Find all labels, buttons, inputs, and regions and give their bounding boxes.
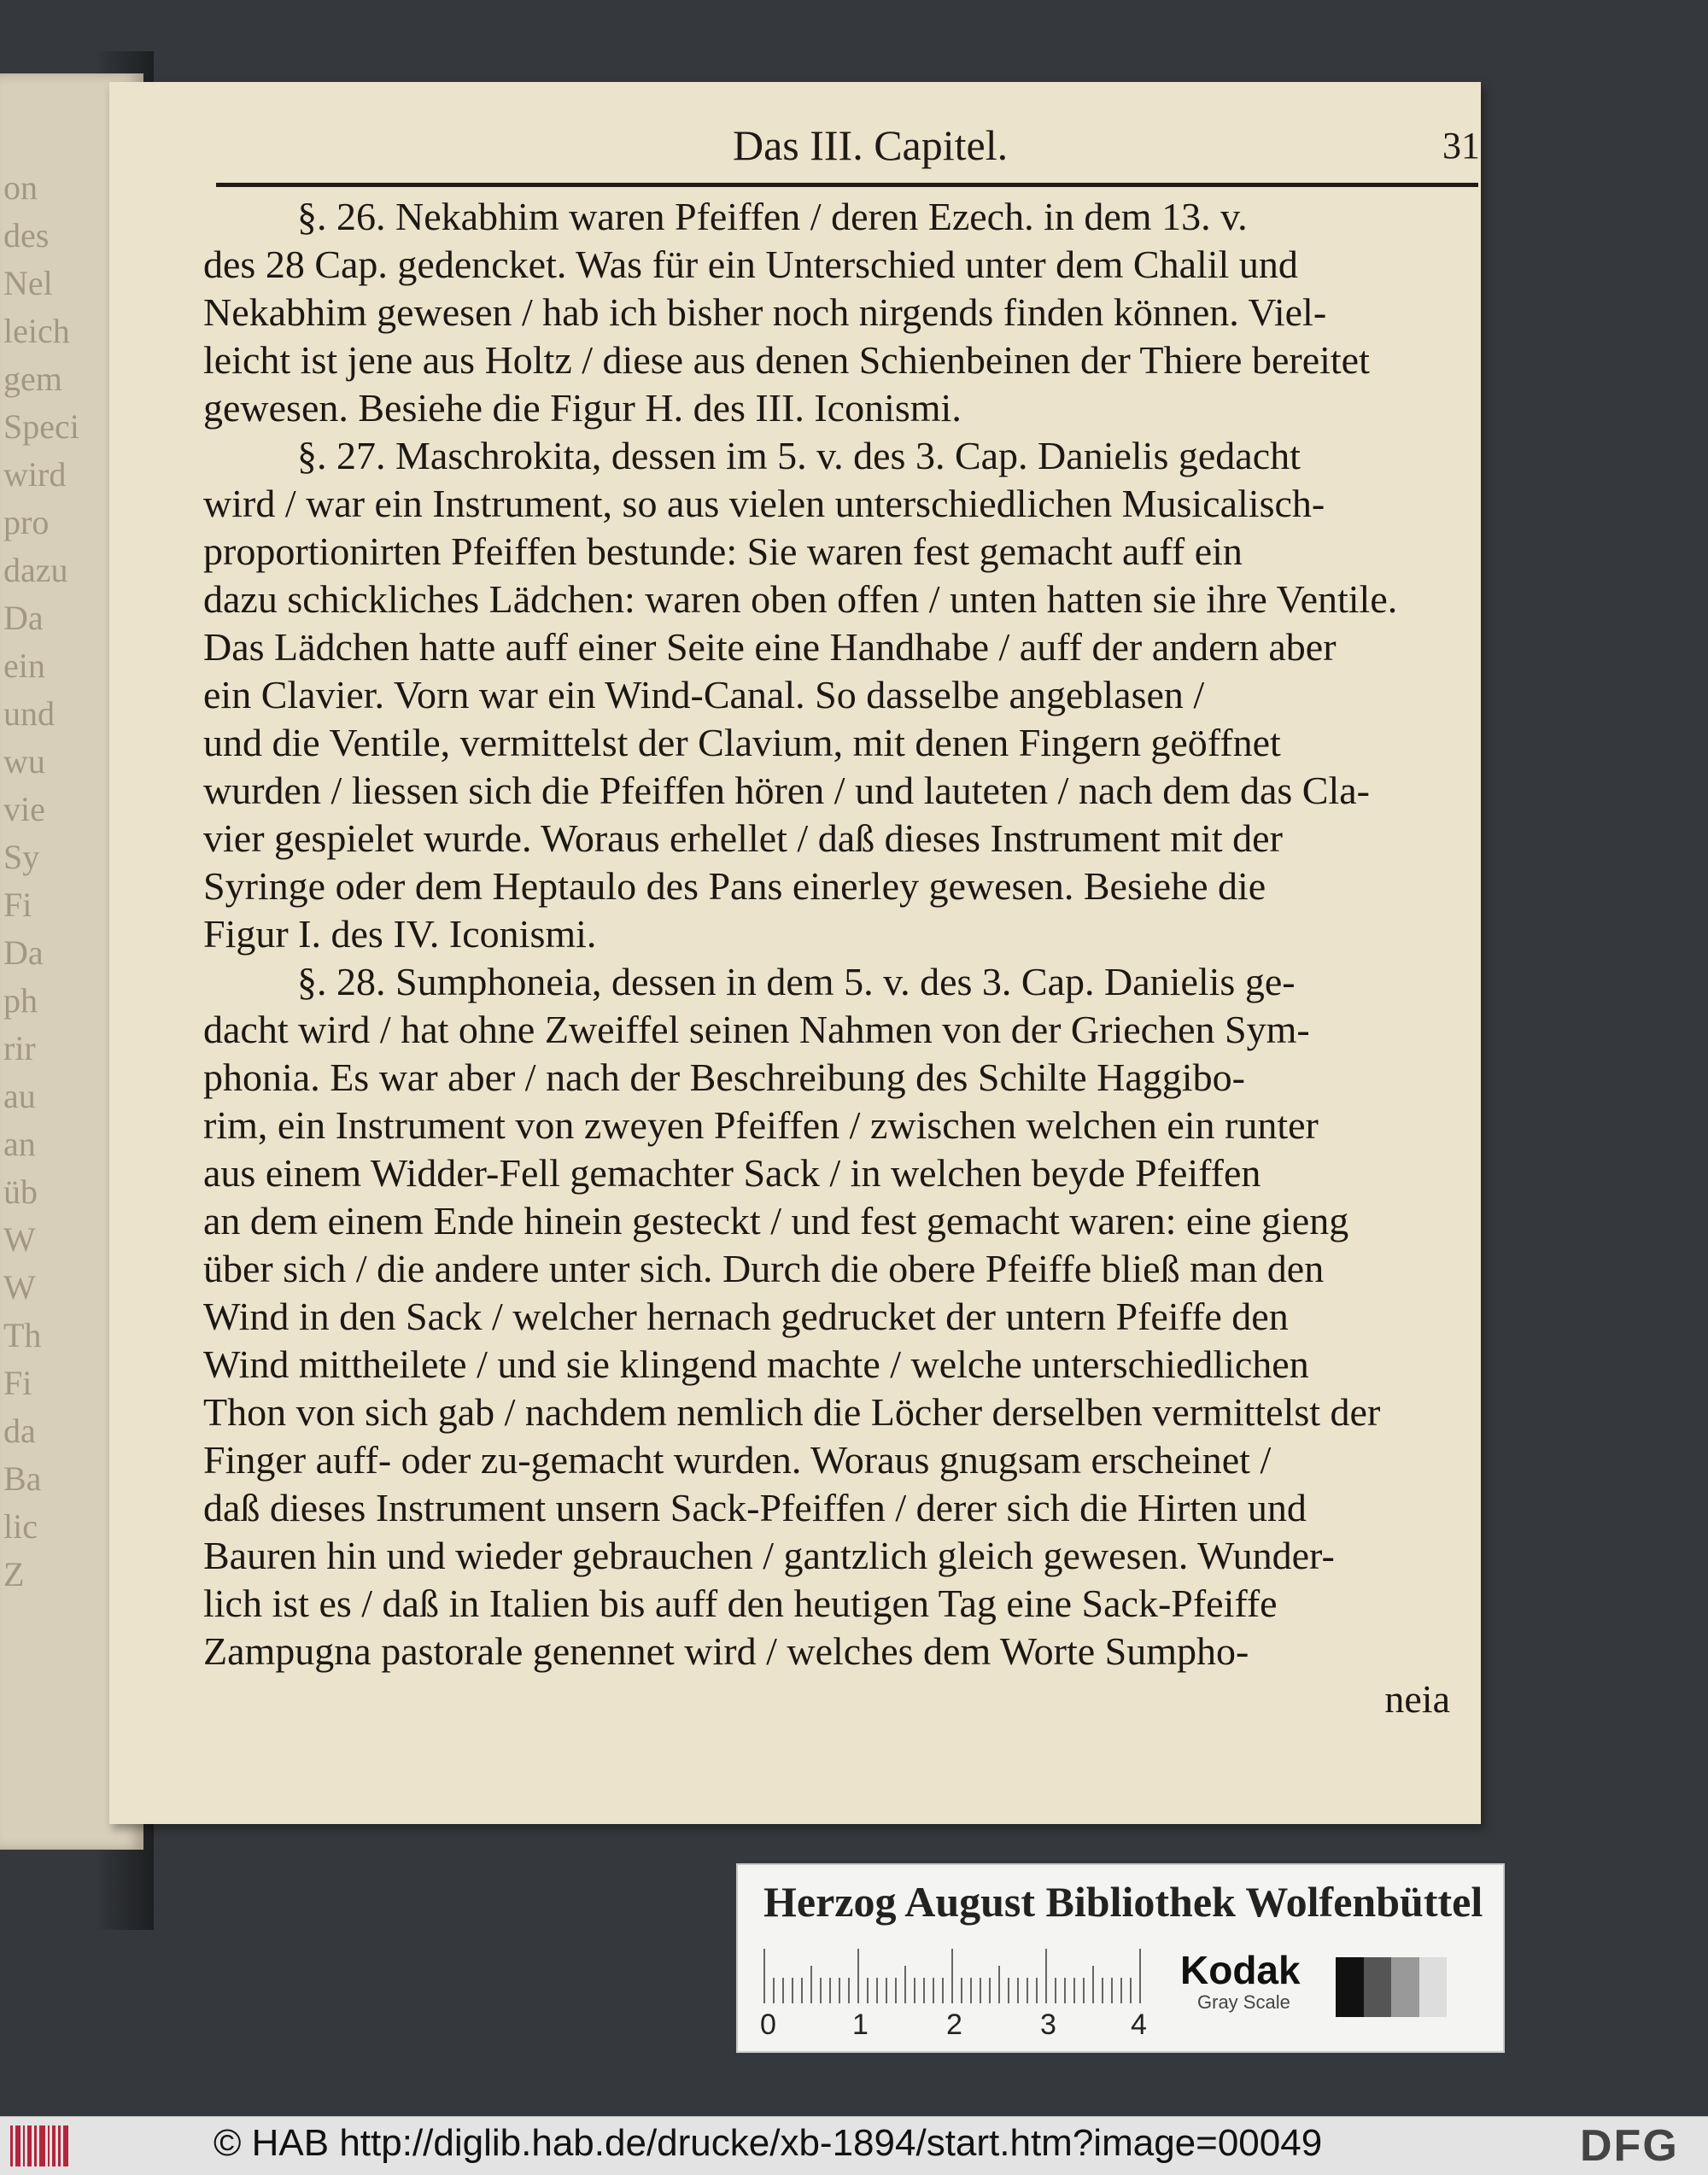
ruler-tick: [1064, 1978, 1066, 2003]
ruler-tick: [933, 1978, 934, 2003]
prev-page-fragment: Sy: [3, 838, 40, 876]
prev-page-fragment: gem: [3, 360, 62, 398]
text-line: und die Ventile, vermittelst der Clavium, mit denen Fingern geöffnet: [203, 721, 1281, 764]
text-line: leicht ist jene aus Holtz / diese aus denen Schienbeinen der Thiere bereitet: [203, 338, 1370, 382]
scale-number: 1: [852, 2008, 869, 2041]
prev-page-fragment: on: [3, 168, 38, 207]
prev-page-fragment: lic: [3, 1507, 38, 1546]
ruler-tick: [1092, 1966, 1094, 2003]
text-line: wurden / liessen sich die Pfeiffen hören / und lauteten / nach dem das Cla-: [203, 769, 1370, 812]
text-line: des 28 Cap. gedencket. Was für ein Unterschied unter dem Chalil und: [203, 243, 1298, 286]
prev-page-fragment: Fi: [3, 1364, 32, 1402]
ruler-tick: [1083, 1978, 1085, 2003]
ruler-tick: [782, 1978, 784, 2003]
text-line: rim, ein Instrument von zweyen Pfeiffen / zwischen welchen ein runter: [203, 1103, 1319, 1147]
ruler-tick: [763, 1949, 765, 2003]
prev-page-fragment: da: [3, 1412, 36, 1450]
prev-page-fragment: rir: [3, 1029, 36, 1067]
scale-number: 2: [946, 2008, 962, 2041]
ruler-tick: [951, 1949, 953, 2003]
text-line: wird / war ein Instrument, so aus vielen unterschiedlichen Musicalisch-: [203, 482, 1325, 525]
text-line: daß dieses Instrument unsern Sack-Pfeiffen / derer sich die Hirten und: [203, 1486, 1307, 1529]
prev-page-fragment: Da: [3, 599, 44, 637]
prev-page-fragment: Nel: [3, 264, 53, 302]
text-line: proportionirten Pfeiffen bestunde: Sie waren fest gemacht auff ein: [203, 529, 1243, 573]
prev-page-fragment: Speci: [3, 407, 79, 446]
prev-page-fragment: üb: [3, 1172, 38, 1211]
ruler-tick: [876, 1978, 878, 2003]
prev-page-fragment: au: [3, 1077, 36, 1115]
prev-page-fragment: und: [3, 694, 55, 733]
footer-bar: [0, 2116, 1708, 2175]
ruler-scale: [763, 1944, 1208, 2003]
ruler-tick: [998, 1966, 1000, 2003]
ruler-tick: [1045, 1949, 1047, 2003]
gray-patch-mid: [1391, 1957, 1419, 2017]
ruler-tick: [1102, 1978, 1103, 2003]
running-head: Das III. Capitel.: [733, 121, 1009, 169]
prev-page-fragment: des: [3, 216, 50, 254]
text-line: §. 28. Sumphoneia, dessen in dem 5. v. des 3. Cap. Danielis ge-: [297, 960, 1296, 1003]
scale-number: 4: [1131, 2008, 1147, 2041]
ruler-tick: [1027, 1978, 1028, 2003]
ruler-tick: [857, 1949, 859, 2003]
ruler-tick: [961, 1978, 962, 2003]
dfg-logo: DFG: [1580, 2121, 1679, 2171]
prev-page-fragment: Z: [3, 1555, 25, 1593]
text-line: ein Clavier. Vorn war ein Wind-Canal. So dasselbe angeblasen /: [203, 673, 1205, 716]
text-line: dazu schickliches Lädchen: waren oben offen / unten hatten sie ihre Ventile.: [203, 577, 1398, 621]
ruler-tick: [989, 1978, 991, 2003]
text-line: Wind mittheilete / und sie klingend machte / welche unterschiedlichen: [203, 1342, 1309, 1386]
prev-page-fragment: ein: [3, 646, 45, 685]
text-line: neia: [1384, 1677, 1450, 1721]
prev-page-fragment: wu: [3, 742, 45, 781]
text-line: Nekabhim gewesen / hab ich bisher noch nirgends finden können. Viel-: [203, 290, 1327, 334]
prev-page-fragment: wird: [3, 455, 67, 494]
prev-page-fragment: pro: [3, 503, 50, 541]
text-line: gewesen. Besiehe die Figur H. des III. Iconismi.: [203, 386, 962, 430]
gray-scale-label: Gray Scale: [1197, 1991, 1290, 2013]
header-rule: [216, 183, 1478, 187]
text-line: Finger auff- oder zu-gemacht wurden. Woraus gnugsam erscheinet /: [203, 1438, 1272, 1482]
prev-page-fragment: dazu: [3, 551, 68, 589]
ruler-tick: [1111, 1978, 1113, 2003]
ruler-tick: [1139, 1949, 1141, 2003]
ruler-tick: [886, 1978, 887, 2003]
text-line: Das Lädchen hatte auff einer Seite eine Handhabe / auff der andern aber: [203, 625, 1337, 669]
ruler-tick: [942, 1978, 944, 2003]
ruler-tick: [792, 1978, 793, 2003]
text-line: lich ist es / daß in Italien bis auff den heutigen Tag eine Sack-Pfeiffe: [203, 1582, 1278, 1625]
ruler-tick: [1120, 1978, 1122, 2003]
copyright-url: © HAB http://diglib.hab.de/drucke/xb-1894/start.htm?image=00049: [214, 2122, 1323, 2164]
prev-page-fragment: Th: [3, 1316, 42, 1354]
ruler-tick: [848, 1978, 850, 2003]
text-line: phonia. Es war aber / nach der Beschreibung des Schilte Haggibo-: [203, 1055, 1245, 1099]
ruler-tick: [980, 1978, 981, 2003]
scale-number: 3: [1040, 2008, 1056, 2041]
ruler-tick: [867, 1978, 869, 2003]
text-line: Zampugna pastorale genennet wird / welches dem Worte Sumpho-: [203, 1629, 1249, 1673]
prev-page-fragment: vie: [3, 790, 45, 828]
ruler-tick: [1130, 1978, 1132, 2003]
ruler-tick: [923, 1978, 925, 2003]
ruler-tick: [1036, 1978, 1038, 2003]
prev-page-fragment: an: [3, 1125, 36, 1163]
ruler-tick: [904, 1966, 906, 2003]
text-line: dacht wird / hat ohne Zweiffel seinen Nahmen von der Griechen Sym-: [203, 1008, 1310, 1051]
card-title: Herzog August Bibliothek Wolfenbüttel: [763, 1878, 1483, 1926]
text-line: Figur I. des IV. Iconismi.: [203, 912, 597, 956]
ruler-tick: [829, 1978, 831, 2003]
prev-page-fragment: W: [3, 1268, 36, 1307]
page-number: 31: [1442, 125, 1480, 167]
gray-patches: [1336, 1957, 1447, 2017]
prev-page-fragment: W: [3, 1220, 36, 1259]
text-line: Syringe oder dem Heptaulo des Pans einerley gewesen. Besiehe die: [203, 864, 1266, 908]
text-line: vier gespielet wurde. Woraus erhellet / daß dieses Instrument mit der: [203, 816, 1283, 860]
text-line: §. 27. Maschrokita, dessen im 5. v. des 3. Cap. Danielis gedacht: [297, 434, 1301, 477]
ruler-tick: [820, 1978, 822, 2003]
ruler-tick: [839, 1978, 840, 2003]
gray-patch-black: [1336, 1957, 1364, 2017]
gray-patch-light: [1419, 1957, 1448, 2017]
page-header: [212, 120, 1480, 172]
ruler-tick: [810, 1966, 812, 2003]
ruler-tick: [801, 1978, 803, 2003]
prev-page-fragment: Ba: [3, 1459, 42, 1498]
text-line: Thon von sich gab / nachdem nemlich die Löcher derselben vermittelst der: [203, 1390, 1381, 1434]
ruler-tick: [970, 1978, 972, 2003]
ruler-tick: [1055, 1978, 1056, 2003]
ruler-tick: [895, 1978, 897, 2003]
book-page: [109, 82, 1481, 1824]
text-line: an dem einem Ende hinein gesteckt / und fest gemacht waren: eine gieng: [203, 1199, 1349, 1242]
prev-page-fragment: Da: [3, 933, 44, 972]
ruler-tick: [1017, 1978, 1019, 2003]
scale-number: 0: [760, 2008, 776, 2041]
text-line: §. 26. Nekabhim waren Pfeiffen / deren Ezech. in dem 13. v.: [297, 195, 1248, 238]
text-line: über sich / die andere unter sich. Durch die obere Pfeiffe bließ man den: [203, 1247, 1325, 1290]
prev-page-fragment: Fi: [3, 886, 32, 924]
ruler-tick: [914, 1978, 915, 2003]
barcode-icon: [10, 2125, 79, 2166]
text-line: Wind in den Sack / welcher hernach gedrucket der untern Pfeiffe den: [203, 1295, 1289, 1338]
ruler-tick: [1073, 1978, 1075, 2003]
ruler-tick: [1008, 1978, 1009, 2003]
kodak-logo: Kodak: [1180, 1948, 1301, 1992]
text-line: aus einem Widder-Fell gemachter Sack / in welchen beyde Pfeiffen: [203, 1151, 1261, 1195]
gray-patch-dark: [1364, 1957, 1392, 2017]
prev-page-fragment: ph: [3, 981, 38, 1020]
prev-page-fragment: leich: [3, 312, 70, 350]
color-calibration-card: [736, 1863, 1505, 2053]
text-line: Bauren hin und wieder gebrauchen / gantzlich gleich gewesen. Wunder-: [203, 1534, 1335, 1577]
ruler-tick: [773, 1978, 775, 2003]
